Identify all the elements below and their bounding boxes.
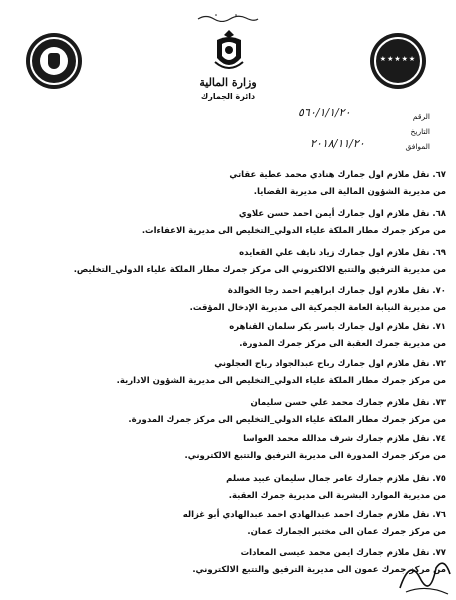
entry-route-line: من مديرية الترفيق والتتبع الالكتروني الى مركز جمرك مطار الملكة علياء الدولي_التخليص. [73,265,446,275]
entry-route-line: من مديرية الموارد البشرية الى مديرية جمرك العقبة. [228,491,446,501]
entry-route-line: من مركز جمرك مطار الملكة علياء الدولي_التخليص الى مديرية الشؤون الادارية. [116,376,446,386]
entry-employee-line: ٧٥. نقل ملازم جمارك عامر جمال سليمان عبيد مسلم [226,474,446,484]
customs-seal-right-icon: ★★★★★ [370,33,426,89]
entry-employee-line: ٧٠. نقل ملازم اول جمارك ابراهيم احمد رجا الخوالدة [227,286,446,296]
entry-employee-line: ٧٣. نقل ملازم جمارك محمد علي حسن سليمان [250,398,446,408]
entry-route-line: من مركز جمرك مطار الملكة علياء الدولي_التخليص الى مركز جمرك المدورة. [128,415,446,425]
entry-route-line: من مديرية الشؤون المالية الى مديرية القضايا. [253,187,446,197]
transfer-entry-69 [26,248,446,275]
ref-corresponding-label: الموافق [405,142,430,151]
transfer-entry-68 [26,209,446,236]
ref-corresponding-value: ٢٠١٨/١١/٢٠ [310,137,365,150]
transfer-entry-74 [26,434,446,461]
entry-employee-line: ٧٤. نقل ملازم جمارك شرف مدالله محمد العواسا [243,434,446,444]
transfer-entry-77 [26,548,446,575]
entry-route-line: من مركز جمرك مطار الملكة علياء الدولي_التخليص الى مديرية الاعفاءات. [141,226,446,236]
entry-employee-line: ٧٧. نقل ملازم جمارك ايمن محمد عيسى المعادات [240,548,446,558]
ref-date-label: التاريخ [410,127,430,136]
transfer-entry-70 [26,286,446,313]
transfer-entry-71 [26,322,446,349]
entry-route-line: من مديرية جمرك العقبة الى مركز جمرك المدورة. [239,339,446,349]
ministry-name: وزارة المالية [199,76,257,89]
transfer-entry-67 [26,170,446,197]
entry-route-line: من مديرية النيابة العامة الجمركية الى مديرية الإدخال المؤقت. [189,303,446,313]
entry-employee-line: ٧٢. نقل ملازم اول جمارك رباح عبدالجواد رباح العجلوني [214,359,446,369]
handwritten-signature-icon [396,548,454,598]
entry-employee-line: ٦٨. نقل ملازم اول جمارك أيمن احمد حسن علاوي [238,209,446,219]
transfer-entry-76 [26,510,446,537]
entry-employee-line: ٧٦. نقل ملازم جمارك احمد عبدالهادي احمد عبدالهادي أبو غزاله [182,510,446,520]
ref-number-value: ٥٦٠/١/١/٢٠ [298,106,351,119]
entry-route-line: من مركز جمرك عمون الى مديرية الترفيق والتتبع الالكتروني. [192,565,446,575]
entry-route-line: من مركز جمرك المدورة الى مديرية الترفيق والتتبع الالكتروني. [184,451,446,461]
transfer-entry-72 [26,359,446,386]
ref-number-label: الرقم [412,112,430,121]
entry-employee-line: ٦٩. نقل ملازم اول جمارك زياد نايف علي القعايده [239,248,446,258]
entry-employee-line: ٧١. نقل ملازم اول جمارك باسر بكر سلمان القناهره [229,322,446,332]
transfer-entry-75 [26,474,446,501]
customs-seal-left-icon [26,33,82,89]
entry-employee-line: ٦٧. نقل ملازم اول جمارك هنادي محمد عطية عقاتي [229,170,446,180]
jordan-crest-icon [212,28,246,74]
transfer-entry-73 [26,398,446,425]
department-name: دائرة الجمارك [200,92,256,101]
entry-route-line: من مركز جمرك عمان الى مختبر الجمارك عمان. [247,527,446,537]
basmala-calligraphy-icon [196,12,260,22]
